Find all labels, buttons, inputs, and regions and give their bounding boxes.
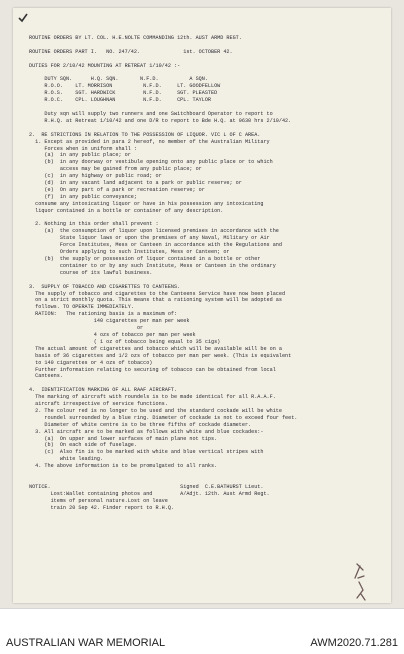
document-line: items of personal nature.Lost on leave xyxy=(29,497,168,504)
document-line: liquor contained in a bottle or container of any description. xyxy=(29,207,224,214)
document-line: (b) On each side of fuselage. xyxy=(29,442,137,449)
document-line: Forces when in uniform shall : xyxy=(29,145,137,152)
document-page xyxy=(13,8,391,603)
document-line: ROUTINE ORDERS BY LT. COL. H.E.NOLTE COMMANDING 12th. AUST ARMD REGT. xyxy=(29,35,242,41)
document-line: 4. The above information is to be promulgated to all ranks. xyxy=(29,463,218,470)
document-line: 4. IDENTIFICATION MARKING OF ALL RAAF AIRCRAFT. xyxy=(29,387,178,394)
document-line xyxy=(29,42,384,49)
document-line: Diameter of white centre is to be three fifths of cockade diameter. xyxy=(29,421,252,428)
document-line xyxy=(29,470,384,477)
document-line xyxy=(29,56,384,63)
document-line: R.H.Q. at Retreat 1/10/42 and one D/R to report to Bde H.Q. at 0630 hrs 2/10/42. xyxy=(29,117,292,124)
accession-number: AWM2020.71.281 xyxy=(310,637,398,649)
document-line: white leading. xyxy=(29,456,104,463)
document-line: ROUTINE ORDERS PART I. NO. 247/42. 1st. OCTOBER 42. xyxy=(29,48,233,55)
document-line: 4 ozs of tobacco per man per week xyxy=(29,331,196,338)
tick-mark-icon xyxy=(17,12,29,24)
document-line xyxy=(29,477,384,484)
document-line: Further information relating to securing of tobacco can be obtained from local xyxy=(29,366,276,373)
document-line: ( 1 oz of tobacco being equal to 35 cigs) xyxy=(29,338,221,345)
document-line: (c) Also fin is to be marked with white and blue vertical stripes with xyxy=(29,449,264,456)
document-line: DUTIES FOR 2/10/42 MOUNTING AT RETREAT 1/10/42 :- xyxy=(29,62,181,69)
document-line: (a) the consumption of liquor upon licensed premises in accordance with the xyxy=(29,228,279,235)
document-line xyxy=(29,277,384,284)
document-line: (b) the supply or possession of liquor contained in a bottle or other xyxy=(29,256,261,262)
document-line: (a) in any public place; or xyxy=(29,152,131,159)
document-line xyxy=(29,380,384,387)
document-line: 2. RE STRICTIONS IN RELATION TO THE POSSESSION OF LIQUOR. VIC L OF C AREA. xyxy=(29,131,261,138)
document-line: 3. All aircraft are to be marked as follows with white and blue cockades:- xyxy=(29,428,264,435)
handwritten-annotation xyxy=(349,560,371,603)
document-line: basis of 36 cigarettes and 1/2 ozs of tobacco per man per week. (This is equivalent xyxy=(29,352,292,359)
document-line: The actual amount of cigarettes and tobacco which will be available will be on a xyxy=(29,345,282,352)
document-line: The supply of tobacco and cigarettes to the Canteens Service have now been placed xyxy=(29,290,286,297)
archive-name: AUSTRALIAN WAR MEMORIAL xyxy=(6,637,166,649)
document-line xyxy=(29,70,384,77)
document-line: (a) On upper and lower surfaces of main plane not tips. xyxy=(29,435,218,442)
document-line: R.O.S. SGT. HARDWICK N.F.D. SGT. PLEASTED xyxy=(29,90,218,97)
document-line: Lost:Wallet containing photos and A/Adjt. 12th. Aust Armd Regt. xyxy=(29,490,270,497)
document-line: 2. Nothing in this order shall prevent : xyxy=(29,221,159,228)
document-line: 1. Except as provided in para 2 hereof, no member of the Australian Military xyxy=(29,138,270,145)
document-line: R.O.C. CPL. LOUGHNAN N.F.D. CPL. TAYLOR xyxy=(29,97,212,104)
document-line: (e) On any part of a park or recreation reserve; or xyxy=(29,186,205,193)
document-line xyxy=(29,104,384,111)
document-line: access may be gained from any public place; or xyxy=(29,166,202,173)
document-line: The marking of aircraft with roundels is to be made identical for all R.A.A.F. xyxy=(29,394,276,401)
document-line: Orders applying to such Institutes, Mess or Canteen; or xyxy=(29,249,230,256)
document-line: 2. The colour red is no longer to be used and the standard cockade will be white xyxy=(29,407,282,414)
document-line: RATION: The rationing basis is a maximum of: xyxy=(29,311,178,318)
document-line: Duty sqn will supply two runners and one Switchboard Operator to report to xyxy=(29,110,273,117)
document-line: to 140 cigarettes or 4 ozs of tobacco) xyxy=(29,359,153,366)
archive-footer xyxy=(0,608,404,654)
document-line: (f) in any public conveyance; xyxy=(29,193,137,200)
document-line: aircraft irrespective of service functions. xyxy=(29,401,168,408)
document-line: Canteens. xyxy=(29,373,63,380)
document-line: train 20 Sep 42. Finder report to R.H.Q. xyxy=(29,504,174,511)
document-line: roundel surrounded by a blue ring. Diameter of cockade is not to exceed four feet. xyxy=(29,414,298,421)
document-line: container to or by any such Institute, Mess or Canteen in the ordinary xyxy=(29,262,276,269)
document-line: follows. TO OPERATE IMMEDIATELY. xyxy=(29,304,134,311)
document-line: R.O.O. LT. MORRISON N.F.D. LT. GOODFELLOW xyxy=(29,83,221,90)
document-line xyxy=(29,215,384,222)
document-line: 3. SUPPLY OF TOBACCO AND CIGARETTES TO CANTEENS. xyxy=(29,283,181,290)
document-line: 140 cigarettes per man per week xyxy=(29,318,190,325)
document-line: course of its lawful business. xyxy=(29,269,153,276)
document-line: (c) in any highway or public road; or xyxy=(29,173,162,180)
document-line: Force Institutes, Mess or Canteen in accordance with the Regulations and xyxy=(29,242,282,249)
document-line: or xyxy=(29,325,144,332)
document-line: State liquor laws or upon the premises of any Naval, Military or Air xyxy=(29,235,270,242)
document-line xyxy=(29,125,384,132)
document-line: NOTICE. Signed C.E.BATHURST Lieut. xyxy=(29,483,264,490)
document-line: (b) in any doorway or vestibule opening onto any public place or to which xyxy=(29,159,273,166)
document-line: (d) in any vacant land adjacent to a park or public reserve; or xyxy=(29,180,242,187)
document-line: DUTY SQN. H.Q. SQN. N.F.D. A SQN. xyxy=(29,76,208,83)
document-body xyxy=(29,35,384,512)
document-line: consume any intoxicating liquor or have in his possession any intoxicating xyxy=(29,200,264,207)
document-line: on a strict monthly quota. This means that a rationing system will be adopted as xyxy=(29,297,282,304)
